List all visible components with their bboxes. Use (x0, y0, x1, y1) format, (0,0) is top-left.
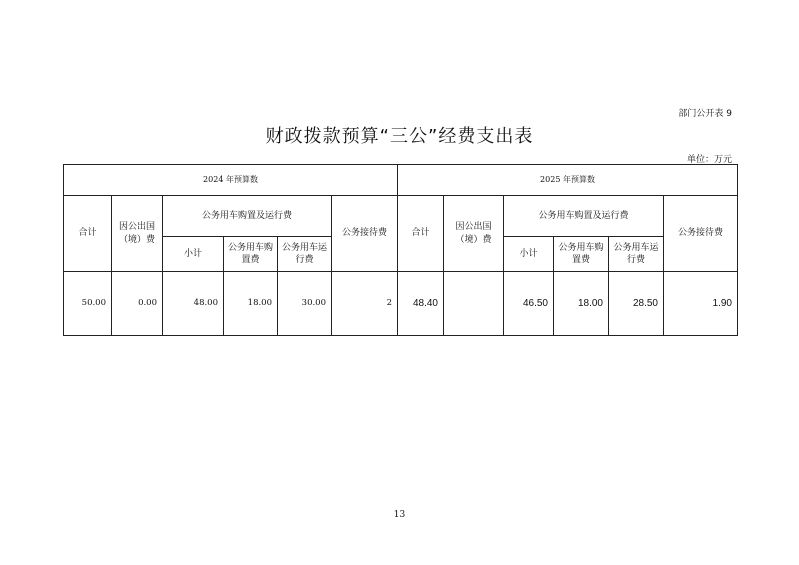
col-abroad-2024: 因公出国（境）费 (112, 196, 163, 272)
value-abroad-2025 (444, 272, 504, 336)
value-operation-2024: 30.00 (278, 272, 332, 336)
value-abroad-2024: 0.00 (112, 272, 163, 336)
col-purchase-2024: 公务用车购置费 (224, 237, 278, 272)
page-label: 部门公开表 9 (678, 109, 732, 119)
col-operation-2024: 公务用车运行费 (278, 237, 332, 272)
value-reception-2025: 1.90 (664, 272, 738, 336)
value-subtotal-2025: 46.50 (504, 272, 554, 336)
value-total-2025: 48.40 (398, 272, 444, 336)
col-purchase-2025: 公务用车购置费 (554, 237, 609, 272)
header-2025: 2025 年预算数 (398, 165, 738, 196)
col-subtotal-2025: 小计 (504, 237, 554, 272)
col-vehicle-group-2025: 公务用车购置及运行费 (504, 196, 664, 237)
budget-table (63, 164, 738, 336)
col-reception-2025: 公务接待费 (664, 196, 738, 272)
col-reception-2024: 公务接待费 (332, 196, 398, 272)
value-subtotal-2024: 48.00 (163, 272, 224, 336)
value-purchase-2025: 18.00 (554, 272, 609, 336)
value-total-2024: 50.00 (64, 272, 112, 336)
header-2024: 2024 年预算数 (64, 165, 398, 196)
col-vehicle-group-2024: 公务用车购置及运行费 (163, 196, 332, 237)
table-row (64, 272, 738, 336)
col-subtotal-2024: 小计 (163, 237, 224, 272)
col-total-2024: 合计 (64, 196, 112, 272)
col-abroad-2025: 因公出国（境）费 (444, 196, 504, 272)
value-reception-2024: 2 (332, 272, 398, 336)
unit-label: 单位：万元 (686, 155, 732, 165)
col-operation-2025: 公务用车运行费 (609, 237, 664, 272)
value-operation-2025: 28.50 (609, 272, 664, 336)
col-total-2025: 合计 (398, 196, 444, 272)
page-title: 财政拨款预算“三公”经费支出表 (265, 126, 534, 147)
page-number: 13 (393, 510, 406, 520)
value-purchase-2024: 18.00 (224, 272, 278, 336)
